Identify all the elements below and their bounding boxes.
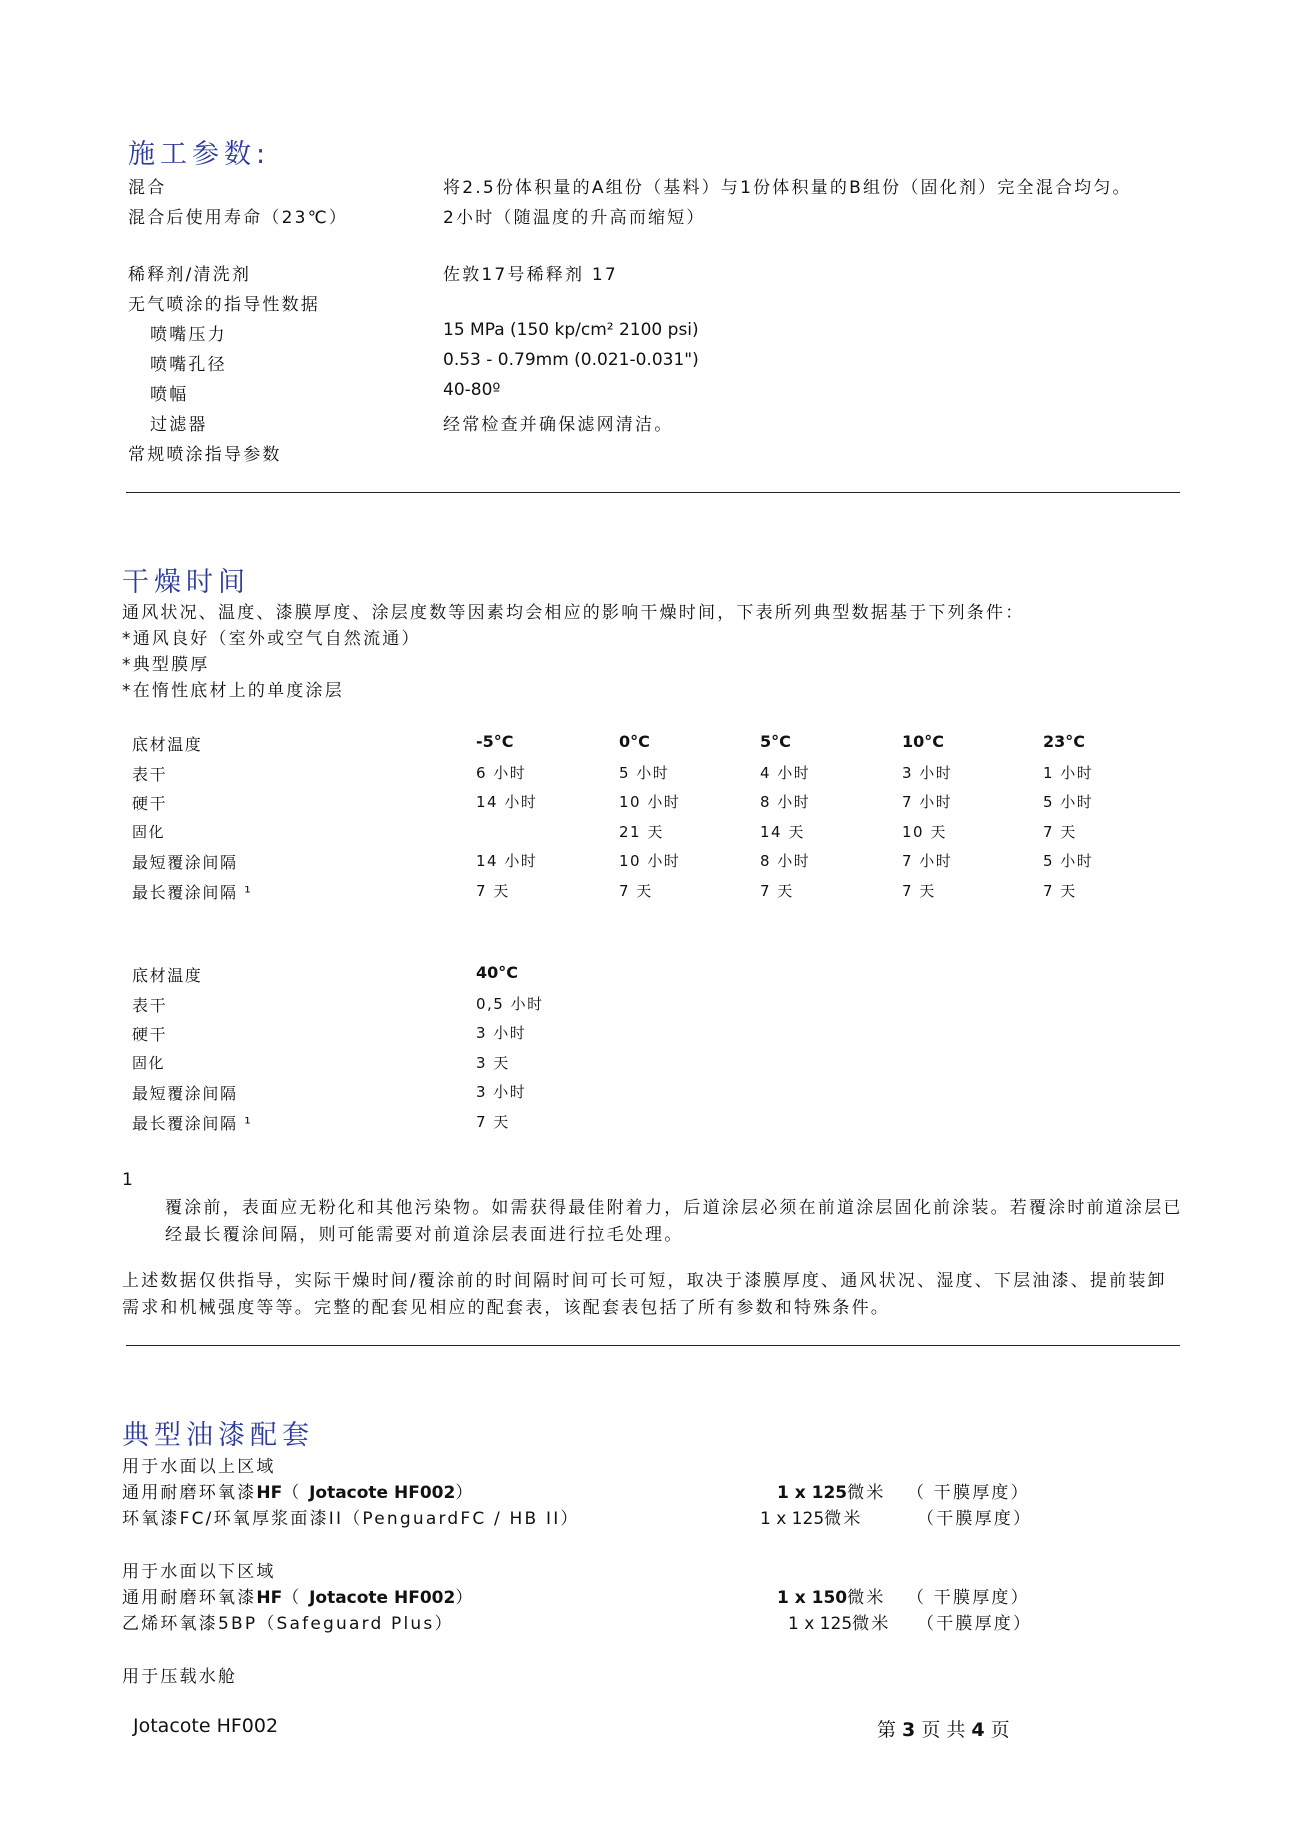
table-header: 40°C [476,963,519,982]
section-title-drying: 干燥时间 [122,567,250,598]
table-cell: 8 小时 [760,852,811,870]
table-cell: 7 小时 [902,793,953,811]
system-item: 通用耐磨环氧漆HF（ Jotacote HF002） [122,1483,475,1503]
system-item: 环氧漆FC/环氧厚浆面漆II（PenguardFC / HB II） [122,1509,580,1529]
system-thickness: 1 x 125微米 [760,1509,863,1529]
table-cell: 7 天 [619,882,653,900]
divider [126,1345,1180,1346]
system-group-heading: 用于水面以上区域 [122,1457,276,1477]
table-cell: 21 天 [619,823,664,841]
table-header: 23°C [1043,732,1086,751]
drying-condition: *典型膜厚 [122,655,210,675]
drying-condition: *通风良好（室外或空气自然流通） [122,629,421,649]
table-row-label: 最短覆涂间隔 [132,853,238,872]
table-cell: 10 小时 [619,793,681,811]
system-note: （ 干膜厚度） [907,1483,1030,1503]
param-label: 喷嘴压力 [150,325,227,345]
section-title-systems: 典型油漆配套 [122,1420,314,1451]
table-row-label: 表干 [132,996,168,1015]
footnote-text: 覆涂前，表面应无粉化和其他污染物。如需获得最佳附着力，后道涂层必须在前道涂层固化前涂装。若覆涂时前道涂层已经最长覆涂间隔，则可能需要对前道涂层表面进行拉毛处理。 [165,1198,1183,1245]
param-value: 15 MPa (150 kp/cm² 2100 psi) [443,320,699,340]
footer-page-number: 第 3 页 共 4 页 [877,1719,1010,1741]
table-row-label: 最长覆涂间隔 ¹ [132,883,253,902]
system-thickness: 1 x 125微米 [788,1614,891,1634]
drying-note: 上述数据仅供指导，实际干燥时间/覆涂前的时间隔时间可长可短，取决于漆膜厚度、通风状况、湿度、下层油漆、提前装卸需求和机械强度等等。完整的配套见相应的配套表，该配套表包括了所有参数和特殊条件。 [122,1271,1167,1318]
table-header: -5°C [476,732,514,751]
table-header: 5°C [760,732,791,751]
table-cell: 7 天 [1043,882,1077,900]
table-cell: 14 小时 [476,793,538,811]
param-value: 40-80º [443,380,501,400]
table-row-label: 固化 [132,1054,166,1072]
system-note: （ 干膜厚度） [907,1588,1030,1608]
param-label: 无气喷涂的指导性数据 [128,295,320,315]
table-header: 0°C [619,732,650,751]
system-item: 乙烯环氧漆5BP（Safeguard Plus） [122,1614,454,1634]
table-cell: 3 天 [476,1054,510,1072]
param-value: 经常检查并确保滤网清洁。 [443,415,674,435]
table-header: 底材温度 [132,966,203,985]
table-cell: 14 小时 [476,852,538,870]
param-label: 过滤器 [150,415,208,435]
system-note: （干膜厚度） [917,1614,1033,1634]
footnote-mark: 1 [122,1170,136,1190]
param-label: 喷嘴孔径 [150,355,227,375]
drying-intro: 通风状况、温度、漆膜厚度、涂层度数等因素均会相应的影响干燥时间，下表所列典型数据基于下列条件： [122,603,1025,623]
footer-product: Jotacote HF002 [133,1715,279,1737]
table-row-label: 固化 [132,823,166,841]
table-row-label: 表干 [132,765,168,784]
table-row-label: 最短覆涂间隔 [132,1084,238,1103]
table-row-label: 最长覆涂间隔 ¹ [132,1114,253,1133]
table-cell: 8 小时 [760,793,811,811]
table-cell: 7 天 [476,1113,510,1131]
table-cell: 5 小时 [1043,852,1094,870]
table-row-label: 硬干 [132,794,168,813]
param-label: 常规喷涂指导参数 [128,445,282,465]
param-value: 佐敦17号稀释剂 17 [443,265,618,285]
section-title-application: 施工参数: [128,139,271,170]
table-cell: 10 天 [902,823,947,841]
table-cell: 7 天 [902,882,936,900]
system-item: 通用耐磨环氧漆HF（ Jotacote HF002） [122,1588,475,1608]
system-thickness: 1 x 125微米 [777,1483,886,1503]
table-cell: 0,5 小时 [476,995,544,1013]
drying-condition: *在惰性底材上的单度涂层 [122,681,344,701]
param-value: 将2.5份体积量的A组份（基料）与1份体积量的B组份（固化剂）完全混合均匀。 [443,178,1132,198]
table-cell: 10 小时 [619,852,681,870]
table-cell: 7 天 [1043,823,1077,841]
table-cell: 5 小时 [619,764,670,782]
param-label: 混合 [128,178,167,198]
table-cell: 7 小时 [902,852,953,870]
system-thickness: 1 x 150微米 [777,1588,886,1608]
system-note: （干膜厚度） [917,1509,1033,1529]
table-cell: 5 小时 [1043,793,1094,811]
divider [126,492,1180,493]
param-label: 喷幅 [150,385,189,405]
param-label: 稀释剂/清洗剂 [128,265,252,285]
table-cell: 3 小时 [902,764,953,782]
table-header: 10°C [902,732,945,751]
table-cell: 3 小时 [476,1024,527,1042]
system-group-heading: 用于水面以下区域 [122,1562,276,1582]
table-cell: 3 小时 [476,1083,527,1101]
param-label: 混合后使用寿命（23℃） [128,208,349,228]
table-header: 底材温度 [132,735,203,754]
param-value: 0.53 - 0.79mm (0.021-0.031") [443,350,699,370]
param-value: 2小时（随温度的升高而缩短） [443,208,706,228]
table-cell: 1 小时 [1043,764,1094,782]
table-cell: 14 天 [760,823,805,841]
table-cell: 4 小时 [760,764,811,782]
table-cell: 7 天 [476,882,510,900]
table-cell: 7 天 [760,882,794,900]
table-row-label: 硬干 [132,1025,168,1044]
table-cell: 6 小时 [476,764,527,782]
system-group-heading: 用于压载水舱 [122,1667,238,1687]
